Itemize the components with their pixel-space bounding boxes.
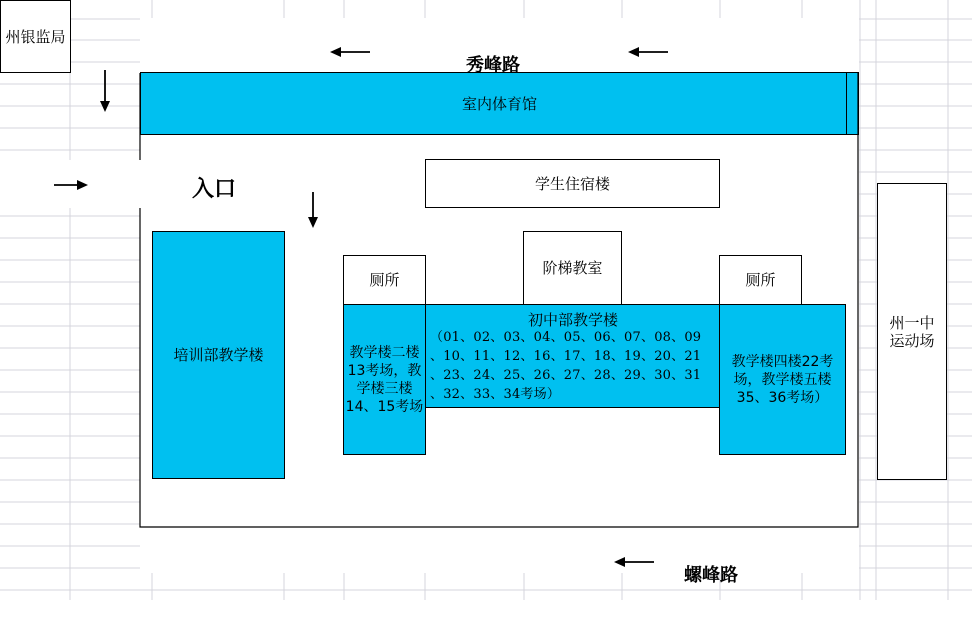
training-building-label: 培训部教学楼 xyxy=(173,346,264,364)
toilet-left-label: 厕所 xyxy=(369,271,400,289)
left-arrow-icon xyxy=(628,44,670,60)
right-arrow-icon xyxy=(54,177,88,193)
building-right-label: 教学楼四楼22考场，教学楼五楼35、36考场） xyxy=(731,353,834,406)
left-arrow-icon xyxy=(330,44,372,60)
junior-building-rooms xyxy=(430,328,722,404)
down-arrow-icon xyxy=(97,70,113,112)
road-north-label: 秀峰路 xyxy=(466,55,520,76)
bank-label: 州银监局 xyxy=(5,27,66,46)
gym-label: 室内体育馆 xyxy=(461,94,537,113)
lecture-hall-label: 阶梯教室 xyxy=(542,259,603,277)
room-list-line: （01、02、03、04、05、06、07、08、09 xyxy=(430,330,702,345)
left-arrow-icon xyxy=(614,554,656,570)
down-arrow-icon xyxy=(305,192,321,228)
sports-field-label: 州一中运动场 xyxy=(889,313,935,350)
toilet-right-label: 厕所 xyxy=(745,271,776,289)
building-left-label: 教学楼二楼13考场，教学楼三楼14、15考场 xyxy=(345,344,424,415)
road-south-label: 螺峰路 xyxy=(684,565,738,586)
room-list-line: 、10、11、12、16、17、18、19、20、21 xyxy=(430,349,702,364)
entrance-label: 入口 xyxy=(192,177,237,202)
room-list-line: 、32、33、34考场） xyxy=(430,387,561,402)
room-list-line: 、23、24、25、26、27、28、29、30、31 xyxy=(430,368,702,383)
junior-building-title: 初中部教学楼 xyxy=(527,311,618,329)
dorm-label: 学生住宿楼 xyxy=(534,174,610,193)
